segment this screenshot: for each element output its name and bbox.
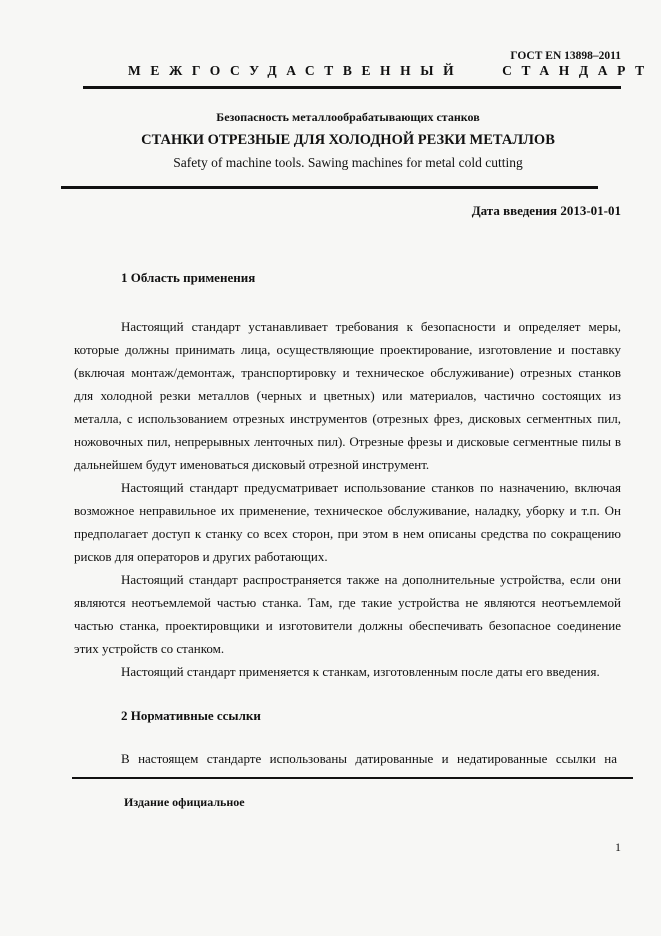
- title-english: Safety of machine tools. Sawing machines for metal cold cutting: [173, 155, 523, 170]
- paragraph: Настоящий стандарт применяется к станкам, изготовленным после даты его введения.: [121, 664, 600, 679]
- page-number: 1: [615, 840, 621, 854]
- paragraph: Настоящий стандарт предусматривает использование станков по назначению, включая возможное неправильное их применение, техническое обслуживание, наладку, уборку и т.п. Он предполагает доступ к станку со всех сторон, при этом в нем описаны средства по сокращению рисков для операторов и других работающих.: [74, 480, 621, 564]
- official-edition-label: Издание официальное: [124, 795, 245, 809]
- title-main: СТАНКИ ОТРЕЗНЫЕ ДЛЯ ХОЛОДНОЙ РЕЗКИ МЕТАЛЛОВ: [141, 132, 555, 148]
- paragraph: Настоящий стандарт устанавливает требования к безопасности и определяет меры, которые должны принимать лица, осуществляющие проектирование, изготовление и поставку (включая монтаж/демонтаж, транспортировку и техническое обслуживание) отрезных станков для холодной резки металлов (черных и цветных) или материалов, частично состоящих из металла, с использованием отрезных инструментов (отрезных фрез, дисковых сегментных пил, ножовочных пил, непрерывных ленточных пил). Отрезные фрезы и дисковые сегментные пилы в дальнейшем будут именоваться дисковый отрезной инструмент.: [74, 319, 621, 472]
- paragraph: Настоящий стандарт распространяется также на дополнительные устройства, если они являются неотъемлемой частью станка. Там, где такие устройства не являются неотъемлемой частью станка, проектировщики и изготовители должны обеспечивать безопасное соединение этих устройств со станком.: [74, 572, 621, 656]
- footer-divider: [72, 777, 633, 779]
- header-divider: [83, 86, 621, 89]
- title-small: Безопасность металлообрабатывающих станков: [216, 110, 480, 124]
- section-1-body: [74, 315, 621, 683]
- title-divider: [61, 186, 598, 189]
- section-1-heading: 1 Область применения: [121, 270, 256, 285]
- section-2-first-line: В настоящем стандарте использованы датированные и недатированные ссылки на: [121, 751, 617, 766]
- introduction-date: Дата введения 2013-01-01: [471, 203, 621, 218]
- section-2-heading: 2 Нормативные ссылки: [121, 708, 261, 723]
- gost-code: ГОСТ EN 13898–2011: [510, 50, 621, 62]
- interstate-standard-label: МЕЖГОСУДАСТВЕННЫЙ СТАНДАРТ: [128, 63, 654, 78]
